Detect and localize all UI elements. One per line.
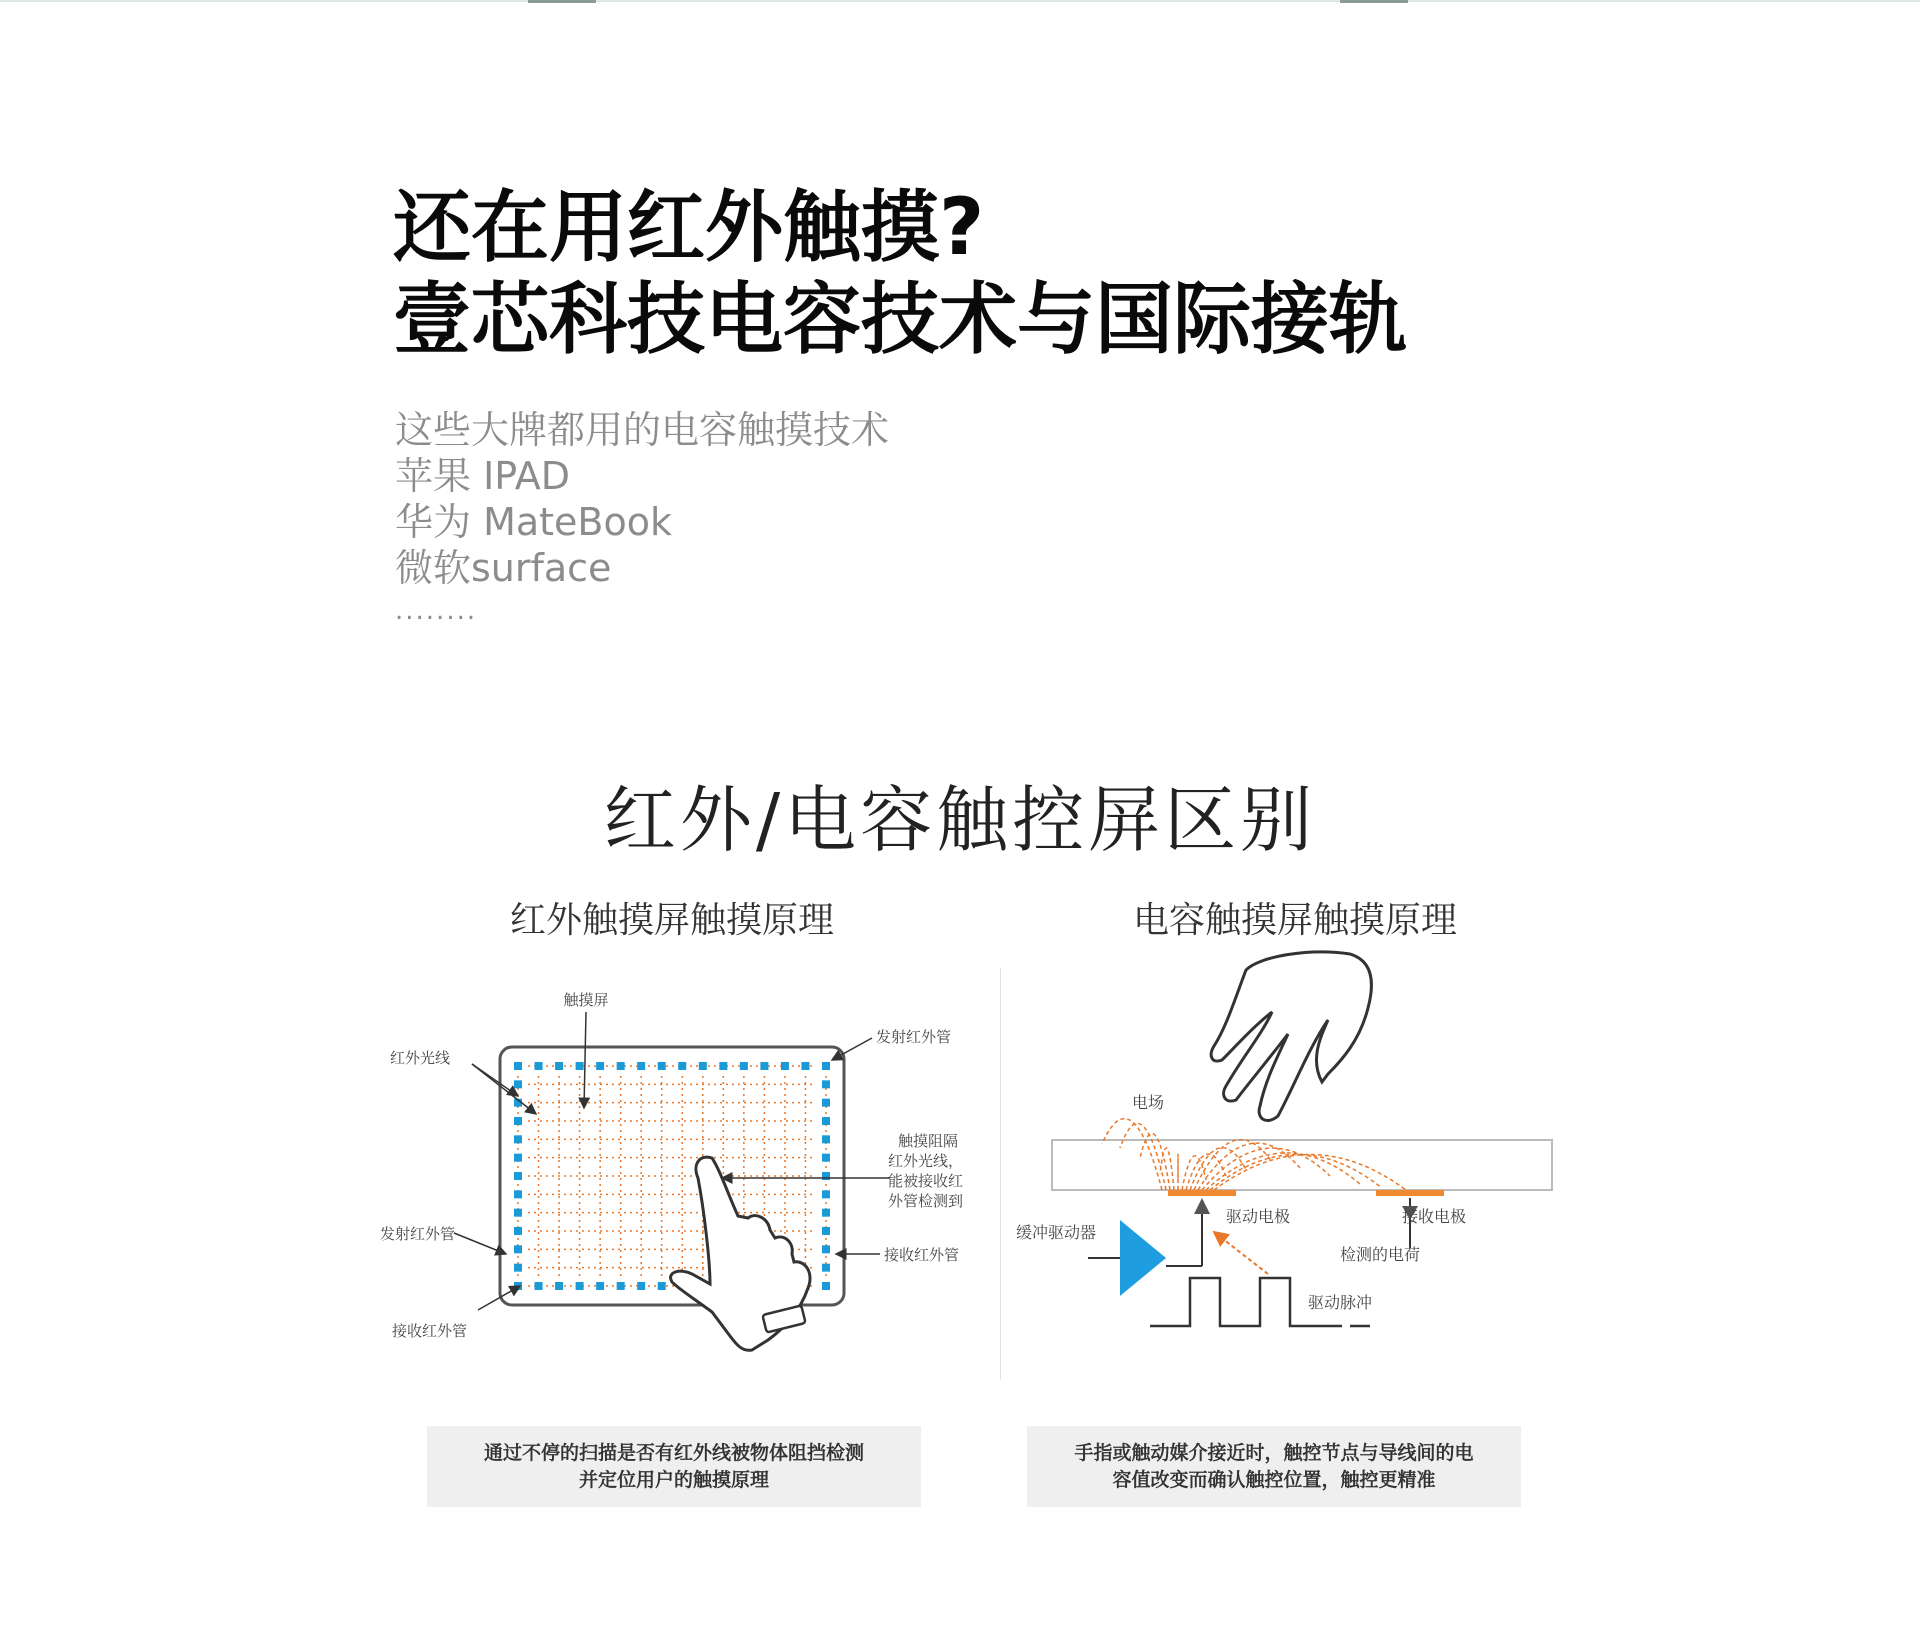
ir-emitter-led [822, 1080, 830, 1088]
brand-item: 苹果 IPAD [395, 454, 571, 498]
sensor-panel [1052, 1140, 1552, 1190]
receive-electrode [1376, 1190, 1444, 1196]
brand-ellipsis: ........ [395, 596, 478, 626]
ir-emitter-led [822, 1264, 830, 1272]
ir-emitter-led [514, 1190, 522, 1198]
label-drive-electrode: 驱动电极 [1226, 1207, 1291, 1226]
diagram-divider [1000, 968, 1001, 1380]
ir-emitter-led [658, 1062, 666, 1070]
ir-emitter-led [514, 1245, 522, 1253]
ir-emitter-led [822, 1227, 830, 1235]
ir-emitter-led [822, 1209, 830, 1217]
infrared-caption-line-2: 并定位用户的触摸原理 [578, 1468, 769, 1491]
ir-emitter-led [514, 1062, 522, 1070]
ir-emitter-led [576, 1062, 584, 1070]
ir-emitter-led [822, 1190, 830, 1198]
ir-emitter-led [535, 1062, 543, 1070]
ir-emitter-led [760, 1062, 768, 1070]
ir-emitter-led [822, 1135, 830, 1143]
ir-emitter-led [617, 1062, 625, 1070]
ir-emitter-led [514, 1154, 522, 1162]
ir-emitter-led [514, 1080, 522, 1088]
ir-emitter-led [740, 1062, 748, 1070]
label-block-1: 触摸阻隔 [898, 1132, 959, 1150]
infrared-caption-line-1: 通过不停的扫描是否有红外线被物体阻挡检测 [483, 1441, 864, 1464]
capacitive-caption-line-1: 手指或触动媒介接近时，触控节点与导线间的电 [1074, 1441, 1474, 1464]
label-drive-pulse: 驱动脉冲 [1308, 1293, 1373, 1312]
ir-emitter-led [596, 1062, 604, 1070]
top-border-mark [1340, 0, 1408, 3]
ir-emitter-led [822, 1099, 830, 1107]
brand-item: 华为 MateBook [395, 500, 673, 544]
ir-emitter-led [555, 1282, 563, 1290]
ir-emitter-led [678, 1062, 686, 1070]
ir-emitter-led [514, 1264, 522, 1272]
buffer-driver-icon [1120, 1220, 1166, 1296]
ir-emitter-led [822, 1154, 830, 1162]
top-border-mark [528, 0, 596, 3]
headline [393, 182, 1493, 366]
ir-emitter-led [822, 1117, 830, 1125]
capacitive-caption-line-2: 容值改变而确认触控位置，触控更精准 [1112, 1468, 1436, 1491]
ir-emitter-led [822, 1062, 830, 1070]
brand-intro: 这些大牌都用的电容触摸技术 [395, 408, 890, 452]
label-touch-screen: 触摸屏 [563, 991, 609, 1009]
ir-emitter-led [822, 1282, 830, 1290]
ir-emitter-led [576, 1282, 584, 1290]
label-block-3: 能被接收红 [888, 1172, 964, 1190]
label-receive-electrode: 接收电极 [1402, 1207, 1467, 1226]
label-block-4: 外管检测到 [888, 1192, 964, 1210]
brand-item: 微软surface [395, 546, 612, 590]
ir-emitter-led [801, 1062, 809, 1070]
ir-emitter-led [822, 1172, 830, 1180]
top-border [0, 0, 1920, 2]
label-receiver-bottom: 接收红外管 [392, 1322, 468, 1340]
brand-list [395, 407, 995, 631]
infrared-diagram [370, 990, 990, 1380]
headline-line-1: 还在用红外触摸? [393, 183, 985, 273]
headline-line-2: 壹芯科技电容技术与国际接轨 [393, 275, 1408, 365]
label-block-2: 红外光线， [888, 1152, 964, 1170]
label-buffer-driver: 缓冲驱动器 [1016, 1223, 1097, 1242]
label-receiver-right: 接收红外管 [884, 1246, 960, 1264]
comparison-title: 红外/电容触控屏区别 [603, 778, 1317, 862]
ir-emitter-led [514, 1209, 522, 1217]
ir-emitter-led [637, 1062, 645, 1070]
ir-emitter-led [514, 1135, 522, 1143]
label-detected-charge: 检测的电荷 [1340, 1245, 1421, 1264]
ir-emitter-led [514, 1172, 522, 1180]
capacitive-diagram [1010, 948, 1570, 1348]
drive-electrode [1168, 1190, 1236, 1196]
ir-emitter-led [555, 1062, 563, 1070]
label-emitter-left: 发射红外管 [380, 1225, 456, 1243]
ir-emitter-led [514, 1227, 522, 1235]
ir-emitter-led [637, 1282, 645, 1290]
infrared-caption [427, 1426, 921, 1507]
ir-emitter-led [822, 1245, 830, 1253]
ir-emitter-led [514, 1117, 522, 1125]
ir-emitter-led [535, 1282, 543, 1290]
ir-emitter-led [699, 1062, 707, 1070]
ir-emitter-led [596, 1282, 604, 1290]
ir-emitter-led [658, 1282, 666, 1290]
drive-pulse-wave [1150, 1278, 1322, 1326]
ir-emitter-led [617, 1282, 625, 1290]
infrared-heading: 红外触摸屏触摸原理 [509, 900, 834, 941]
capacitive-heading: 电容触摸屏触摸原理 [1132, 900, 1457, 941]
label-electric-field: 电场 [1132, 1093, 1165, 1112]
label-emitter-top: 发射红外管 [876, 1028, 952, 1046]
ir-emitter-led [781, 1062, 789, 1070]
capacitive-caption [1027, 1426, 1521, 1507]
label-ir-rays: 红外光线 [390, 1049, 451, 1067]
hand-icon [1211, 952, 1371, 1121]
ir-emitter-led [719, 1062, 727, 1070]
